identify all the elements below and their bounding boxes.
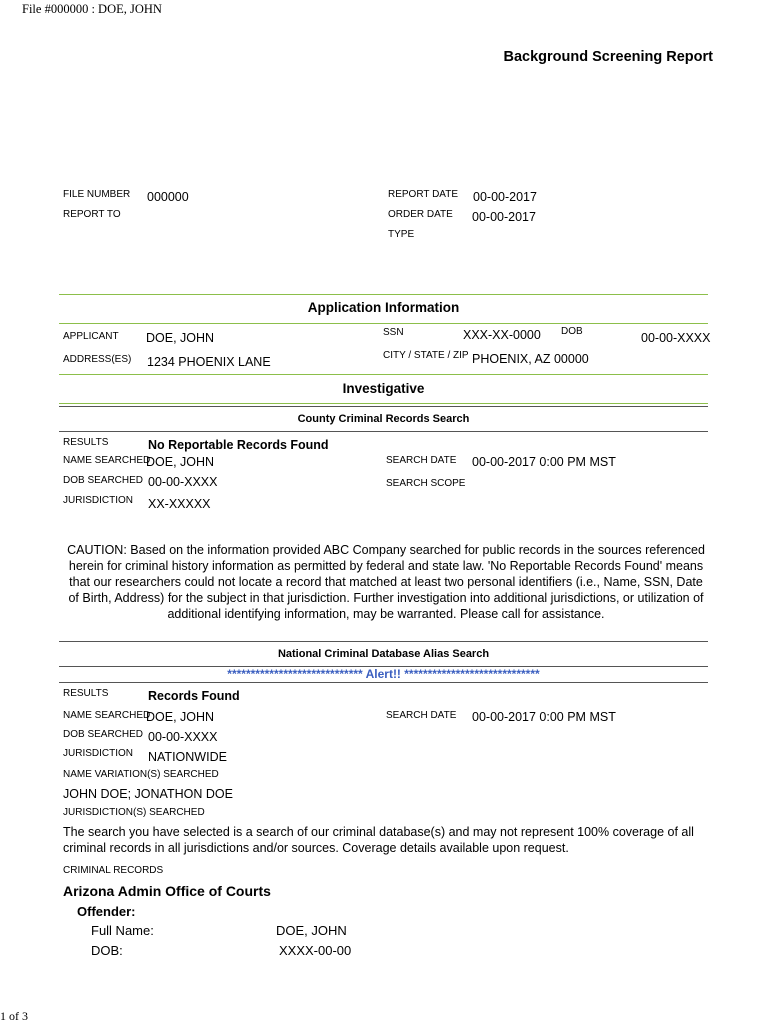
report-title: Background Screening Report xyxy=(503,49,713,65)
county-dob-searched-value: 00-00-XXXX xyxy=(148,475,218,489)
city-state-zip-label: CITY / STATE / ZIP xyxy=(383,350,469,361)
jurisdictions-searched-label: JURISDICTION(S) SEARCHED xyxy=(63,807,205,818)
divider xyxy=(59,682,708,683)
divider xyxy=(59,323,708,324)
alert-banner: ***************************** Alert!! ***************************** xyxy=(227,667,540,681)
divider xyxy=(59,406,708,407)
divider xyxy=(59,431,708,432)
dob-label: DOB xyxy=(561,326,583,337)
divider xyxy=(59,403,708,404)
court-name: Arizona Admin Office of Courts xyxy=(63,883,271,899)
national-dob-searched-label: DOB SEARCHED xyxy=(63,729,144,740)
divider xyxy=(59,641,708,642)
investigative-heading: Investigative xyxy=(342,381,425,396)
applicant-label: APPLICANT xyxy=(63,331,119,342)
coverage-note: The search you have selected is a search of our criminal database(s) and may not represent 100% coverage of all criminal records in all jurisdictions and/or sources. Coverage details available upon request. xyxy=(63,825,694,855)
county-dob-searched-label: DOB SEARCHED xyxy=(63,475,144,486)
county-search-heading: County Criminal Records Search xyxy=(297,413,470,425)
applicant-value: DOE, JOHN xyxy=(146,331,215,345)
city-state-zip-value: PHOENIX, AZ 00000 xyxy=(472,352,589,366)
county-name-searched-label: NAME SEARCHED xyxy=(63,455,151,466)
report-to-label: REPORT TO xyxy=(63,209,121,220)
type-label: TYPE xyxy=(388,229,415,240)
full-name-value: DOE, JOHN xyxy=(276,923,347,938)
national-name-searched-label: NAME SEARCHED xyxy=(63,710,151,721)
report-date-label: REPORT DATE xyxy=(388,189,459,200)
county-search-date-label: SEARCH DATE xyxy=(386,455,457,466)
county-name-searched-value: DOE, JOHN xyxy=(146,455,215,469)
national-results-label: RESULTS xyxy=(63,688,109,699)
national-search-date-label: SEARCH DATE xyxy=(386,710,457,721)
county-jurisdiction-label: JURISDICTION xyxy=(63,495,133,506)
criminal-records-label: CRIMINAL RECORDS xyxy=(63,865,164,876)
national-dob-searched-value: 00-00-XXXX xyxy=(148,730,218,744)
name-variations-value: JOHN DOE; JONATHON DOE xyxy=(63,787,233,801)
county-search-date-value: 00-00-2017 0:00 PM MST xyxy=(472,455,616,469)
dob-value: 00-00-XXXX xyxy=(641,331,711,345)
national-search-date-value: 00-00-2017 0:00 PM MST xyxy=(472,710,616,724)
national-search-heading: National Criminal Database Alias Search xyxy=(277,648,490,660)
address-label: ADDRESS(ES) xyxy=(63,354,132,365)
full-name-label: Full Name: xyxy=(91,923,154,938)
address-value: 1234 PHOENIX LANE xyxy=(147,355,271,369)
order-date-value: 00-00-2017 xyxy=(472,210,536,224)
county-results-value: No Reportable Records Found xyxy=(148,438,329,452)
file-number-value: 000000 xyxy=(147,190,189,204)
national-results-value: Records Found xyxy=(148,689,240,703)
national-jurisdiction-label: JURISDICTION xyxy=(63,748,133,759)
file-number-label: FILE NUMBER xyxy=(63,189,131,200)
report-date-value: 00-00-2017 xyxy=(473,190,537,204)
name-variations-label: NAME VARIATION(S) SEARCHED xyxy=(63,769,219,780)
county-results-label: RESULTS xyxy=(63,437,109,448)
application-heading: Application Information xyxy=(307,300,460,315)
divider xyxy=(59,374,708,375)
ssn-value: XXX-XX-0000 xyxy=(463,328,541,342)
county-jurisdiction-value: XX-XXXXX xyxy=(148,497,211,511)
national-name-searched-value: DOE, JOHN xyxy=(146,710,215,724)
offender-dob-value: XXXX-00-00 xyxy=(279,943,352,958)
caution-notice: CAUTION: Based on the information provided ABC Company searched for public records in the sources referenced herein for criminal history information as permitted by federal and state law. 'No Reportable Records Found' means that our researchers could not locate a record that matched at least two personal identifiers (i.e., Name, SSN, Date of Birth, Address) for the subject in that jurisdiction. Further investigation into additional jurisdictions, or utilization of additional identifying information, may be warranted. Please call for assistance. xyxy=(67,543,705,621)
file-header-line: File #000000 : DOE, JOHN xyxy=(22,2,162,16)
offender-heading: Offender: xyxy=(77,904,136,919)
county-search-scope-label: SEARCH SCOPE xyxy=(386,478,466,489)
page-number: 1 of 3 xyxy=(0,1009,28,1023)
ssn-label: SSN xyxy=(383,327,404,338)
divider xyxy=(59,294,708,295)
order-date-label: ORDER DATE xyxy=(388,209,453,220)
national-jurisdiction-value: NATIONWIDE xyxy=(148,750,227,764)
offender-dob-label: DOB: xyxy=(91,943,123,958)
